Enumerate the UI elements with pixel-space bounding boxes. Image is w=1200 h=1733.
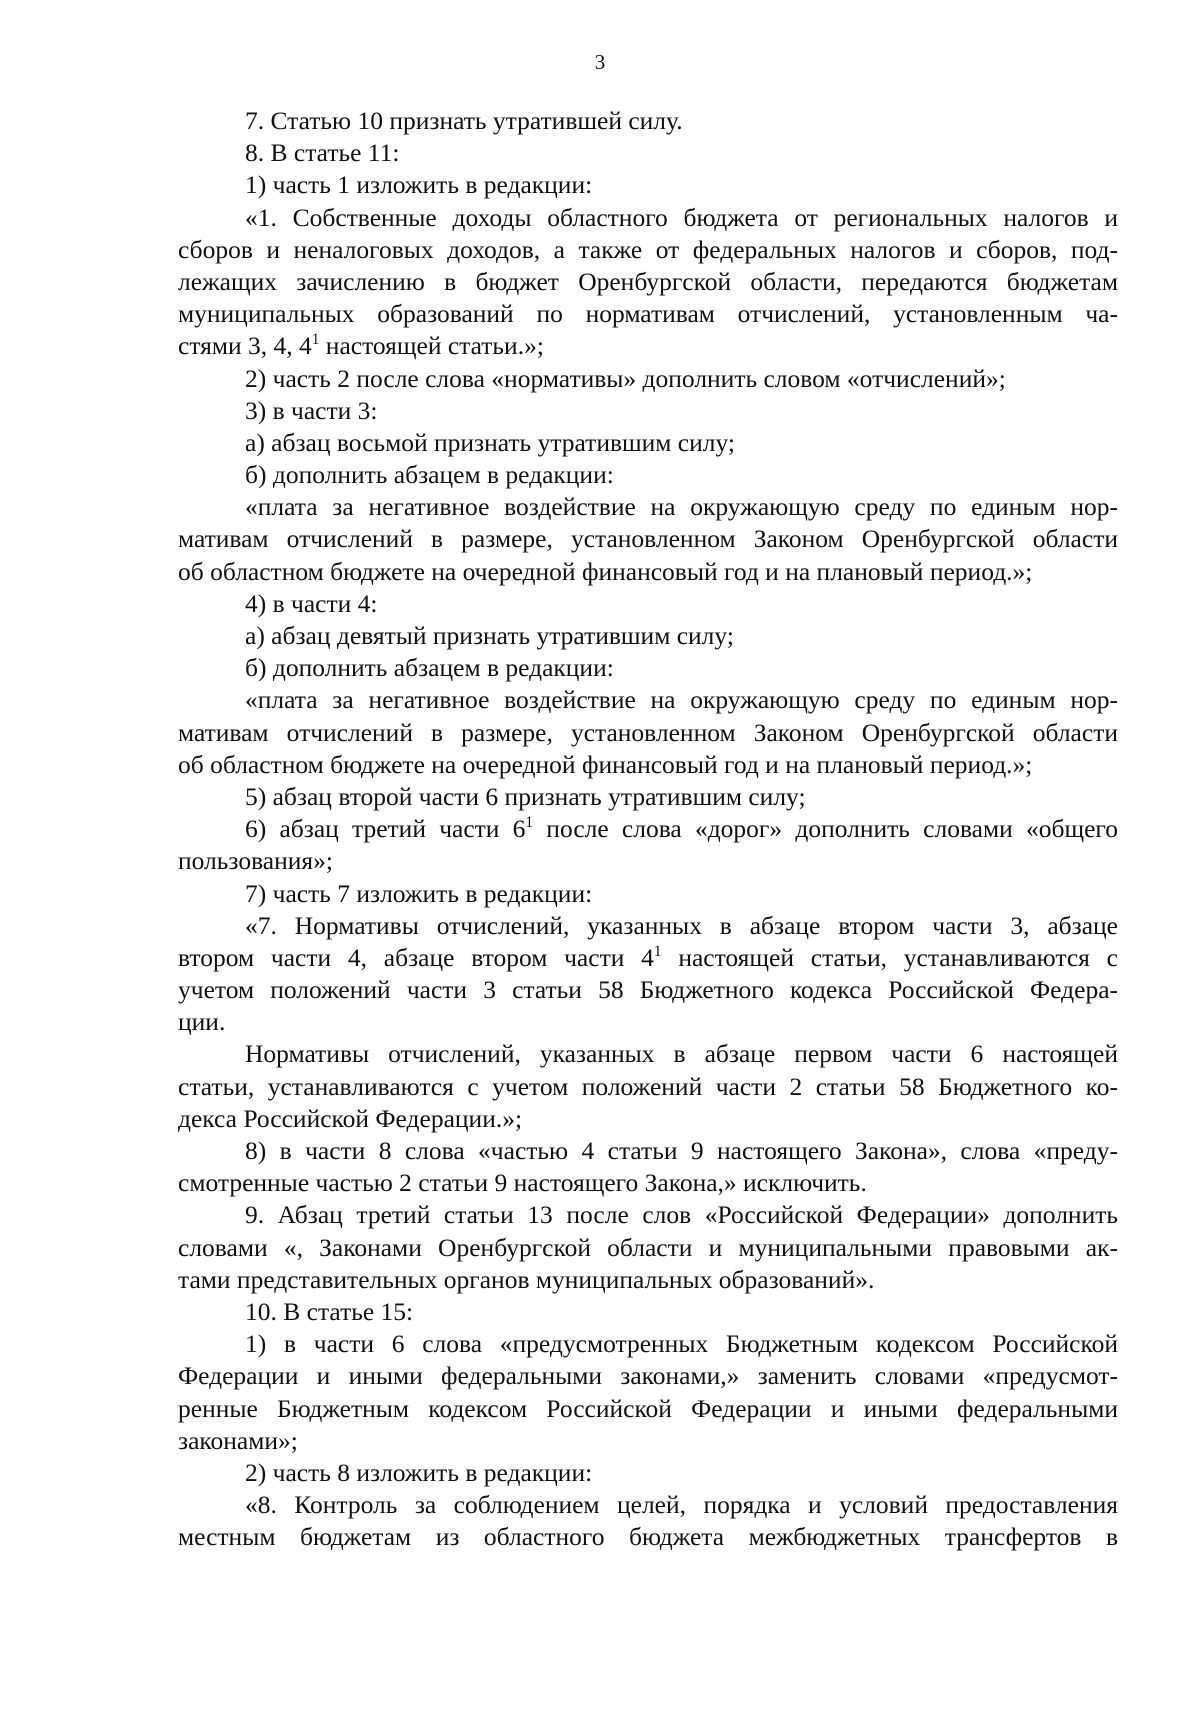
text-line-content: 1) в части 6 слова «предусмотренных Бюджетным кодексом Российской (245, 1329, 1118, 1359)
text-line (178, 910, 1118, 942)
text-line-content: законами»; (178, 1425, 298, 1455)
text-line (178, 1457, 1118, 1489)
text-line (178, 878, 1118, 910)
text-line (178, 1006, 1118, 1038)
text-line-content: ции. (178, 1007, 226, 1037)
text-line-content: мативам отчислений в размере, установленном Законом Оренбургской области (178, 524, 1118, 554)
text-line-content: «1. Собственные доходы областного бюджета от региональных налогов и (245, 202, 1118, 232)
superscript: 1 (653, 942, 662, 960)
text-line (178, 395, 1118, 427)
text-line (178, 1199, 1118, 1231)
text-line-content: мативам отчислений в размере, установленном Законом Оренбургской области (178, 717, 1118, 747)
text-line-content: 2) часть 2 после слова «нормативы» дополнить словом «отчислений»; (245, 363, 1006, 393)
text-line-content: б) дополнить абзацем в редакции: (245, 460, 614, 490)
text-line (178, 1489, 1118, 1521)
text-line-content: ренные Бюджетным кодексом Российской Федерации и иными федеральными (178, 1393, 1118, 1423)
text-line (178, 1167, 1118, 1199)
text-line (178, 684, 1118, 716)
text-line-content: смотренные частью 2 статьи 9 настоящего Закона,» исключить. (178, 1168, 867, 1198)
text-line-content: 9. Абзац третий статьи 13 после слов «Российской Федерации» дополнить (245, 1200, 1118, 1230)
page-number: 3 (594, 50, 606, 74)
text-line (178, 459, 1118, 491)
text-line (178, 202, 1118, 234)
text-line (178, 298, 1118, 330)
text-line-content: 7. Статью 10 признать утратившей силу. (245, 106, 683, 135)
text-line (178, 1135, 1118, 1167)
text-line (178, 717, 1118, 749)
text-line (178, 974, 1118, 1006)
text-line-content: 1) часть 1 изложить в редакции: (245, 170, 593, 200)
text-line-content: лежащих зачислению в бюджет Оренбургской области, передаются бюджетам (178, 266, 1118, 296)
text-line (178, 1071, 1118, 1103)
text-line (178, 652, 1118, 684)
text-line (178, 1328, 1118, 1360)
text-line (178, 234, 1118, 266)
text-line (178, 813, 1118, 845)
text-line-content: стями 3, 4, 4 (178, 331, 312, 361)
text-line (178, 942, 1118, 974)
text-line-content: «8. Контроль за соблюдением целей, порядка и условий предоставления (245, 1490, 1118, 1520)
text-line (178, 1264, 1118, 1296)
text-line (178, 1425, 1118, 1457)
text-line-content: 7) часть 7 изложить в редакции: (245, 878, 593, 908)
text-line-content: 5) абзац второй части 6 признать утратившим силу; (245, 781, 806, 811)
text-line (178, 137, 1118, 169)
text-line-content: тами представительных органов муниципальных образований». (178, 1264, 875, 1294)
document-body (178, 105, 1118, 1553)
text-line (178, 427, 1118, 459)
text-line (178, 781, 1118, 813)
text-line-content: 8) в части 8 слова «частью 4 статьи 9 настоящего Закона», слова «преду- (245, 1136, 1118, 1165)
text-line (178, 105, 1118, 137)
text-line-content: об областном бюджете на очередной финансовый год и на плановый период.»; (178, 556, 1033, 586)
text-line-content: учетом положений части 3 статьи 58 Бюджетного кодекса Российской Федера- (178, 975, 1118, 1005)
text-line (178, 1521, 1118, 1553)
text-line (178, 556, 1118, 588)
text-line-content: б) дополнить абзацем в редакции: (245, 653, 614, 683)
text-line-content: словами «, Законами Оренбургской области и муниципальными правовыми ак- (178, 1232, 1118, 1262)
text-line-content: «плата за негативное воздействие на окружающую среду по единым нор- (245, 685, 1118, 715)
text-line-content: 2) часть 8 изложить в редакции: (245, 1457, 593, 1487)
text-line-content: а) абзац восьмой признать утратившим силу; (245, 427, 735, 457)
text-line (178, 169, 1118, 201)
text-line (178, 749, 1118, 781)
text-line-content: 8. В статье 11: (245, 138, 400, 168)
text-line (178, 1232, 1118, 1264)
text-line-content: декса Российской Федерации.»; (178, 1103, 523, 1133)
text-line (178, 363, 1118, 395)
text-line-content: «плата за негативное воздействие на окружающую среду по единым нор- (245, 492, 1118, 522)
text-line-content: пользования»; (178, 846, 333, 876)
text-line-content: 10. В статье 15: (245, 1296, 414, 1326)
text-line-content: статьи, устанавливаются с учетом положений части 2 статьи 58 Бюджетного ко- (178, 1071, 1118, 1101)
text-line-content: а) абзац девятый признать утратившим силу; (245, 621, 734, 650)
superscript: 1 (525, 814, 534, 832)
text-line-continuation: настоящей статьи, устанавливаются с (661, 942, 1118, 972)
text-line-content: Нормативы отчислений, указанных в абзаце первом части 6 настоящей (245, 1039, 1118, 1069)
text-line-continuation: после слова «дорог» дополнить словами «общего (533, 814, 1118, 844)
text-line-content: местным бюджетам из областного бюджета межбюджетных трансфертов в (178, 1522, 1118, 1552)
text-line (178, 1103, 1118, 1135)
text-line (178, 620, 1118, 652)
text-line-content: об областном бюджете на очередной финансовый год и на плановый период.»; (178, 749, 1033, 779)
text-line-content: Федерации и иными федеральными законами,» заменить словами «предусмот- (178, 1361, 1118, 1391)
text-line (178, 1038, 1118, 1070)
text-line-continuation: настоящей статьи.»; (319, 331, 544, 361)
text-line-content: 6) абзац третий части 6 (245, 814, 526, 844)
text-line-content: 3) в части 3: (245, 395, 378, 425)
text-line (178, 588, 1118, 620)
text-line (178, 523, 1118, 555)
text-line-content: 4) в части 4: (245, 588, 378, 618)
text-line-content: втором части 4, абзаце втором части 4 (178, 942, 654, 972)
text-line (178, 330, 1118, 362)
text-line-content: муниципальных образований по нормативам отчислений, установленным ча- (178, 299, 1118, 329)
text-line (178, 1360, 1118, 1392)
text-line (178, 266, 1118, 298)
text-line (178, 1296, 1118, 1328)
text-line-content: «7. Нормативы отчислений, указанных в абзаце втором части 3, абзаце (245, 910, 1118, 940)
text-line (178, 1393, 1118, 1425)
text-line (178, 845, 1118, 877)
superscript: 1 (311, 331, 320, 349)
text-line-content: сборов и неналоговых доходов, а также от федеральных налогов и сборов, под- (178, 234, 1118, 264)
text-line (178, 491, 1118, 523)
